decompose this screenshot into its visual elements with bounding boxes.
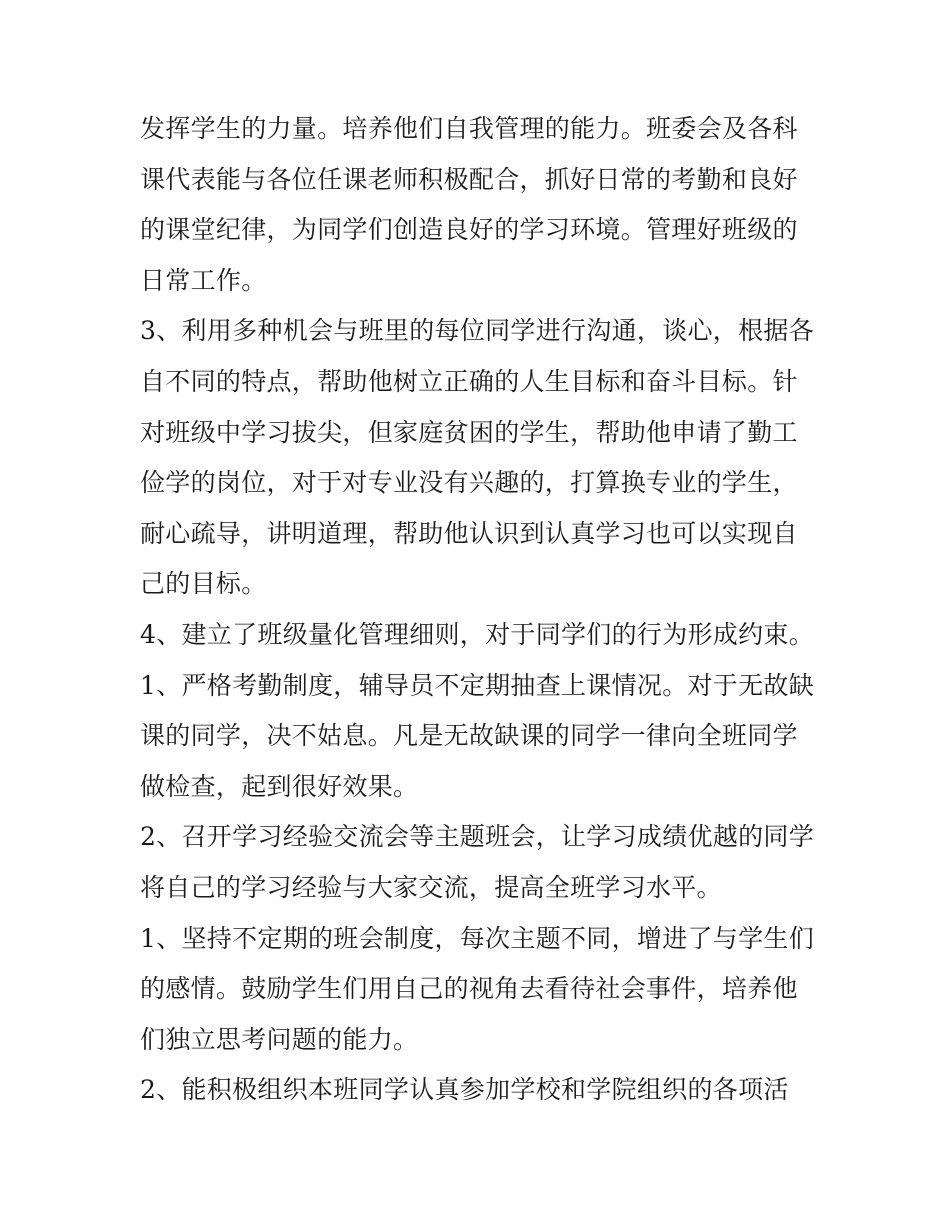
paragraph-6: 1、坚持不定期的班会制度，每次主题不同，增进了与学生们的感情。鼓励学生们用自己的视角去看待社会事件，培养他们独立思考问题的能力。: [140, 923, 815, 1054]
paragraph-1: 发挥学生的力量。培养他们自我管理的能力。班委会及各科课代表能与各位任课老师积极配合，抓好日常的考勤和良好的课堂纪律，为同学们创造良好的学习环境。管理好班级的日常工作。: [140, 114, 798, 295]
paragraph-3: 4、建立了班级量化管理细则，对于同学们的行为形成约束。: [140, 619, 815, 649]
paragraph-5: 2、召开学习经验交流会等主题班会，让学习成绩优越的同学将自己的学习经验与大家交流，提高全班学习水平。: [140, 822, 815, 902]
document-body: [140, 104, 820, 1116]
paragraph-4: 1、严格考勤制度，辅导员不定期抽查上课情况。对于无故缺课的同学，决不姑息。凡是无故缺课的同学一律向全班同学做检查，起到很好效果。: [140, 670, 815, 801]
paragraph-7: 2、能积极组织本班同学认真参加学校和学院组织的各项活: [140, 1075, 789, 1105]
paragraph-2: 3、利用多种机会与班里的每位同学进行沟通，谈心，根据各自不同的特点，帮助他树立正确的人生目标和奋斗目标。针对班级中学习拔尖，但家庭贫困的学生，帮助他申请了勤工俭学的岗位，对于对专业没有兴趣的，打算换专业的学生，耐心疏导，讲明道理，帮助他认识到认真学习也可以实现自己的目标。: [140, 316, 815, 599]
